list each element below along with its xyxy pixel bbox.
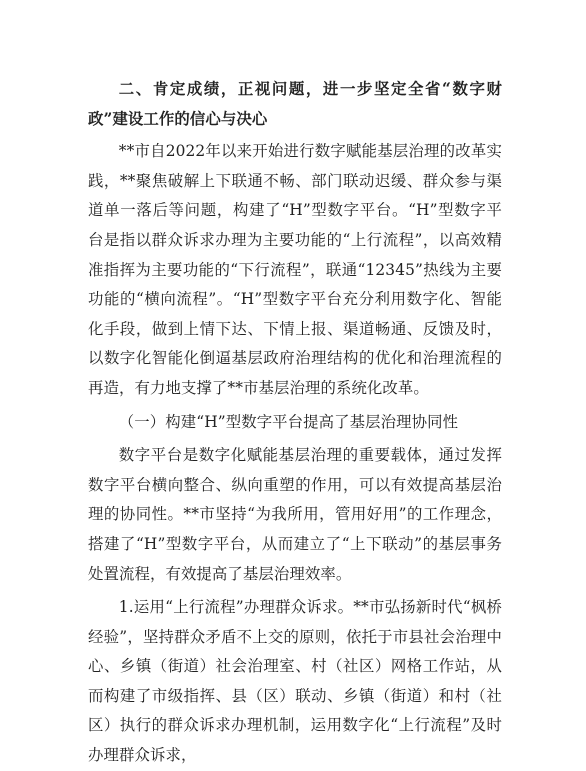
document-body (88, 75, 502, 771)
section-heading: 二、肯定成绩，正视问题，进一步坚定全省“数字财政”建设工作的信心与决心 (88, 80, 502, 128)
body-paragraph-3: 1.运用“上行流程”办理群众诉求。**市弘扬新时代“枫桥经验”，坚持群众矛盾不上交的原则，依托于市县社会治理中心、乡镇（街道）社会治理室、村（社区）网格工作站，从而构建了市级指挥、县（区）联动、乡镇（街道）和村（社区）执行的群众诉求办理机制，运用数字化“上行流程”及时办理群众诉求， (88, 598, 502, 765)
body-paragraph-1: **市自2022年以来开始进行数字赋能基层治理的改革实践，**聚焦破解上下联通不畅、部门联动迟缓、群众参与渠道单一落后等问题，构建了“H”型数字平台。“H”型数字平台是指以群众诉求办理为主要功能的“上行流程”，以高效精准指挥为主要功能的“下行流程”，联通“12345”热线为主要功能的“横向流程”。“H”型数字平台充分利用数字化、智能化手段，做到上情下达、下情上报、渠道畅通、反馈及时，以数字化智能化倒逼基层政府治理结构的优化和治理流程的再造，有力地支撑了**市基层治理的系统化改革。 (88, 142, 502, 397)
body-paragraph-2: 数字平台是数字化赋能基层治理的重要载体，通过发挥数字平台横向整合、纵向重塑的作用，可以有效提高基层治理的协同性。**市坚持“为我所用，管用好用”的工作理念，搭建了“H”型数字平台，从而建立了“上下联动”的基层事务处置流程，有效提高了基层治理效率。 (88, 446, 502, 583)
subsection-heading-1: （一）构建“H”型数字平台提高了基层治理协同性 (118, 412, 459, 431)
